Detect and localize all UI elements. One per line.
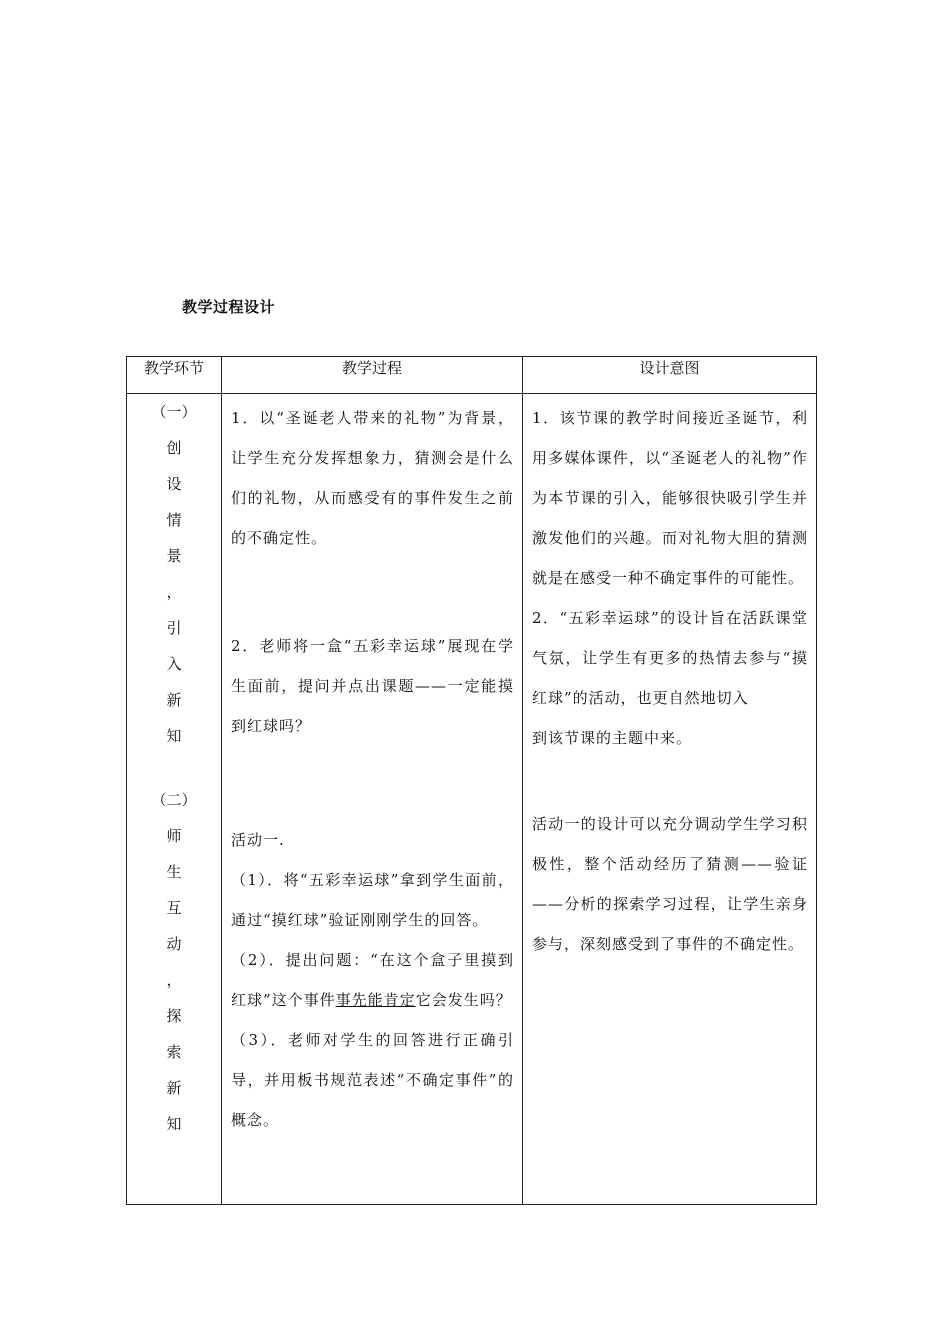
stage-char: 知 [166,1115,182,1133]
stage-char: 索 [166,1043,182,1061]
stage-one [127,394,221,754]
stage-char: 探 [166,1007,182,1025]
process-paragraph-1: 1．以“圣诞老人带来的礼物”为背景，让学生充分发挥想象力，猜测会是什么们的礼物，从而感受有的事件发生之前的不确定性。 [231,409,514,547]
activity-step-1: （1）．将“五彩幸运球”拿到学生面前，通过“摸红球”验证刚刚学生的回答。 [231,871,514,929]
stage-char: 入 [166,655,182,673]
stage-char: 新 [166,691,182,709]
stage-char: 创 [166,439,182,457]
lesson-plan-table [126,356,817,1205]
underlined-phrase: 事先能肯定 [335,991,416,1009]
stage-char: 景 [166,547,182,565]
stage-char: 引 [166,619,182,637]
stage-char: 师 [166,827,182,845]
activity-step-3: （3）．老师对学生的回答进行正确引导，并用板书规范表述“不确定事件”的概念。 [231,1031,514,1129]
process-cell [222,394,523,1205]
stage-two [127,782,221,1142]
activity-step-2 [231,940,514,1020]
process-paragraph-2: 2．老师将一盒“五彩幸运球”展现在学生面前，提问并点出课题——一定能摸到红球吗？ [231,637,514,735]
table-header-row [127,357,817,394]
intent-paragraph-2: 2．“五彩幸运球”的设计旨在活跃课堂气氛，让学生有更多的热情去参与“摸红球”的活动，也更自然地切入 [532,609,808,707]
stage-char: ， [166,971,182,989]
activity-step-2-end: 它会发生吗？ [415,991,512,1009]
stage-char: 动 [166,935,182,953]
stage-two-number: （二） [151,791,197,809]
stage-char: ， [166,583,182,601]
intent-paragraph-3: 活动一的设计可以充分调动学生学习积极性，整个活动经历了猜测——验证——分析的探索学习过程，让学生亲身参与，深刻感受到了事件的不确定性。 [532,815,808,953]
intent-paragraph-2b: 到该节课的主题中来。 [532,729,693,747]
stage-char: 互 [166,899,182,917]
stage-char: 情 [166,511,182,529]
header-stage: 教学环节 [127,357,222,394]
stage-char: 设 [166,475,182,493]
stage-char: 知 [166,727,182,745]
stage-char: 新 [166,1079,182,1097]
table-row [127,394,817,1205]
stage-cell [127,394,222,1205]
page-title: 教学过程设计 [182,298,276,316]
header-intent: 设计意图 [523,357,817,394]
intent-paragraph-1: 1．该节课的教学时间接近圣诞节，利用多媒体课件，以“圣诞老人的礼物”作为本节课的引入，能够很快吸引学生并激发他们的兴趣。而对礼物大胆的猜测就是在感受一种不确定事件的可能性。 [532,409,808,587]
activity-step-2-text: （2）．提出问题：“在这个盒子里摸到红球”这个事件 [231,951,514,1009]
activity-title: 活动一. [231,831,285,849]
intent-cell [523,394,817,1205]
header-process: 教学过程 [222,357,523,394]
stage-one-number: （一） [151,403,197,421]
stage-char: 生 [166,863,182,881]
